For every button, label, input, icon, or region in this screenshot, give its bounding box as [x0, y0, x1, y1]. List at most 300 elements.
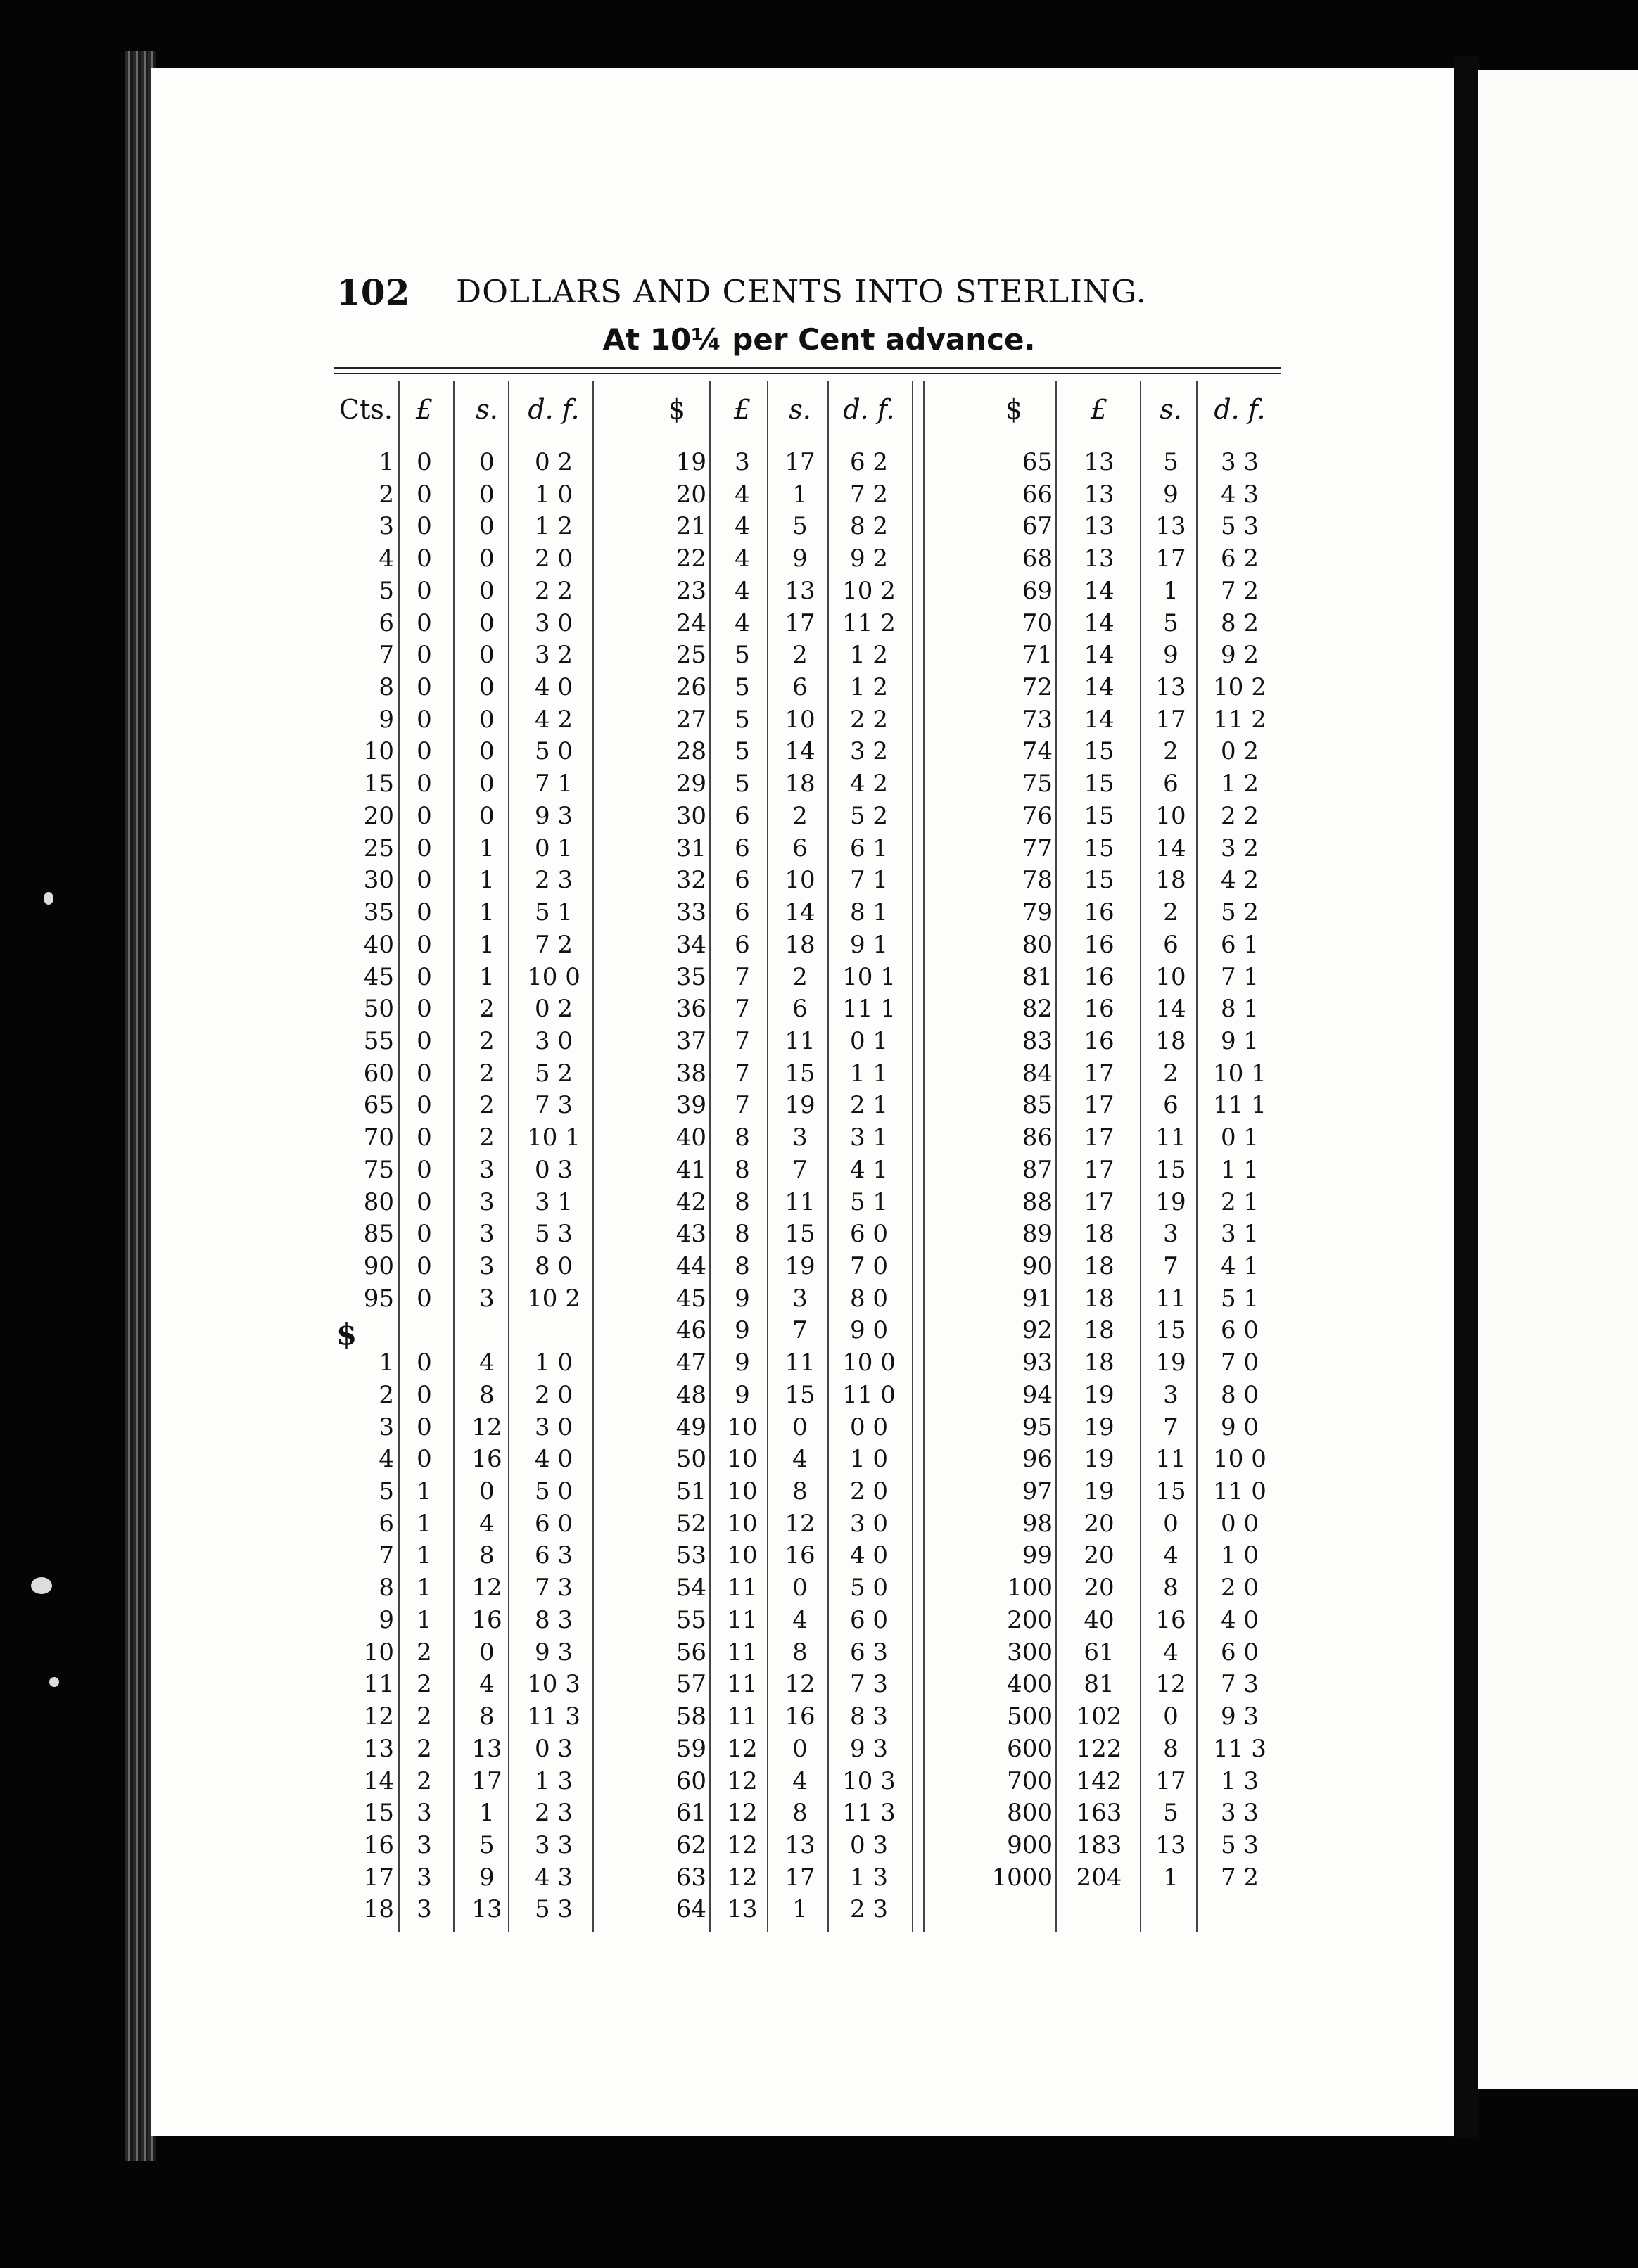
cell-amount: 73 [1022, 706, 1053, 734]
cell-amount: 50 [363, 995, 394, 1023]
cell-pounds: 5 [735, 641, 750, 669]
cell-pence-farthings: 4 2 [534, 706, 573, 734]
cell-pence-farthings: 8 0 [534, 1252, 573, 1280]
cell-pence-farthings: 1 0 [534, 480, 573, 509]
cell-amount: 38 [675, 1059, 706, 1088]
cell-pence-farthings: 9 0 [849, 1316, 889, 1344]
cell-pence-farthings: 3 0 [849, 1510, 889, 1538]
cell-amount: 1000 [991, 1864, 1053, 1892]
page-subtitle: At 10¼ per Cent advance. [602, 322, 1036, 357]
cell-amount: 79 [1022, 898, 1053, 926]
cell-pence-farthings: 2 3 [534, 1799, 573, 1827]
cell-amount: 87 [1022, 1156, 1053, 1184]
cell-shillings: 0 [792, 1413, 808, 1441]
cell-pence-farthings: 1 3 [1220, 1767, 1259, 1795]
cell-pounds: 9 [735, 1349, 750, 1377]
cell-pounds: 10 [727, 1541, 758, 1569]
cell-pounds: 0 [417, 1349, 432, 1377]
cell-pence-farthings: 2 3 [534, 866, 573, 894]
cell-pence-farthings: 6 0 [849, 1220, 889, 1248]
cell-shillings: 4 [792, 1606, 808, 1634]
cell-amount: 63 [675, 1864, 706, 1892]
column-header: $ [668, 394, 686, 425]
cell-shillings: 1 [792, 1895, 808, 1923]
cell-amount: 8 [379, 673, 394, 701]
cell-pounds: 3 [417, 1864, 432, 1892]
cell-pounds: 0 [417, 609, 432, 637]
cell-amount: 14 [363, 1767, 394, 1795]
cell-amount: 33 [675, 898, 706, 926]
cell-shillings: 4 [792, 1767, 808, 1795]
cell-shillings: 12 [1155, 1670, 1186, 1698]
cell-pounds: 19 [1084, 1445, 1115, 1473]
cell-pence-farthings: 2 0 [534, 544, 573, 573]
cell-amount: 40 [675, 1123, 706, 1152]
cell-pence-farthings: 5 2 [534, 1059, 573, 1088]
cell-pounds: 4 [735, 609, 750, 637]
cell-amount: 76 [1022, 802, 1053, 830]
cell-amount: 1 [379, 1349, 394, 1377]
cell-shillings: 2 [792, 641, 808, 669]
cell-shillings: 16 [785, 1702, 815, 1731]
cell-pence-farthings: 3 0 [534, 609, 573, 637]
cell-amount: 28 [675, 737, 706, 765]
cell-shillings: 16 [785, 1541, 815, 1569]
cell-shillings: 3 [479, 1252, 495, 1280]
cell-pounds: 18 [1084, 1220, 1115, 1248]
cell-amount: 17 [363, 1864, 394, 1892]
cell-pounds: 6 [735, 898, 750, 926]
cell-pence-farthings: 0 1 [849, 1027, 889, 1055]
cell-shillings: 17 [785, 609, 815, 637]
cell-shillings: 5 [1163, 609, 1179, 637]
cell-pence-farthings: 1 2 [534, 512, 573, 540]
cell-shillings: 17 [785, 448, 815, 476]
cell-shillings: 2 [1163, 898, 1179, 926]
cell-shillings: 17 [471, 1767, 502, 1795]
cell-pence-farthings: 5 1 [534, 898, 573, 926]
cell-pence-farthings: 9 1 [1220, 1027, 1259, 1055]
cell-pounds: 10 [727, 1445, 758, 1473]
cell-pounds: 20 [1084, 1574, 1115, 1602]
cell-pounds: 0 [417, 802, 432, 830]
cell-shillings: 6 [1163, 770, 1179, 798]
cell-pence-farthings: 11 3 [527, 1702, 580, 1731]
cell-amount: 89 [1022, 1220, 1053, 1248]
column-rule [1055, 381, 1057, 1932]
cell-amount: 54 [675, 1574, 706, 1602]
cell-pounds: 11 [727, 1606, 758, 1634]
cell-pounds: 7 [735, 1027, 750, 1055]
cell-shillings: 0 [1163, 1510, 1179, 1538]
column-rule [827, 381, 829, 1932]
cell-pence-farthings: 2 3 [849, 1895, 889, 1923]
cell-shillings: 0 [792, 1735, 808, 1763]
cell-pence-farthings: 0 1 [534, 834, 573, 862]
cell-pounds: 18 [1084, 1252, 1115, 1280]
cell-pence-farthings: 4 0 [1220, 1606, 1259, 1634]
cell-shillings: 13 [1155, 1831, 1186, 1859]
cell-amount: 59 [675, 1735, 706, 1763]
cell-shillings: 8 [479, 1541, 495, 1569]
cell-shillings: 2 [792, 802, 808, 830]
cell-shillings: 6 [1163, 1091, 1179, 1119]
cell-pence-farthings: 0 2 [1220, 737, 1259, 765]
cell-shillings: 19 [785, 1252, 815, 1280]
cell-shillings: 0 [479, 609, 495, 637]
cell-pence-farthings: 8 0 [1220, 1381, 1259, 1409]
cell-amount: 11 [363, 1670, 394, 1698]
cell-pence-farthings: 10 1 [842, 963, 896, 991]
cell-pence-farthings: 3 3 [1220, 1799, 1259, 1827]
cell-pence-farthings: 11 2 [842, 609, 896, 637]
cell-amount: 29 [675, 770, 706, 798]
cell-amount: 700 [1007, 1767, 1053, 1795]
column-header: £ [415, 394, 433, 425]
cell-shillings: 18 [785, 770, 815, 798]
cell-pence-farthings: 11 3 [1213, 1735, 1266, 1763]
ink-speck [49, 1677, 59, 1687]
cell-shillings: 15 [1155, 1477, 1186, 1505]
cell-pounds: 0 [417, 641, 432, 669]
cell-pounds: 0 [417, 673, 432, 701]
cell-pence-farthings: 5 3 [1220, 1831, 1259, 1859]
column-rule [1140, 381, 1141, 1932]
cell-shillings: 14 [785, 898, 815, 926]
cell-pounds: 15 [1084, 802, 1115, 830]
cell-pounds: 17 [1084, 1091, 1115, 1119]
cell-amount: 500 [1007, 1702, 1053, 1731]
cell-pence-farthings: 5 3 [534, 1220, 573, 1248]
cell-amount: 35 [363, 898, 394, 926]
cell-pence-farthings: 9 1 [849, 931, 889, 959]
cell-pounds: 9 [735, 1316, 750, 1344]
cell-amount: 30 [675, 802, 706, 830]
cell-shillings: 7 [1163, 1252, 1179, 1280]
cell-pence-farthings: 5 1 [1220, 1285, 1259, 1313]
cell-amount: 2 [379, 1381, 394, 1409]
cell-pounds: 0 [417, 1188, 432, 1216]
cell-pence-farthings: 7 3 [534, 1574, 573, 1602]
cell-pounds: 19 [1084, 1381, 1115, 1409]
cell-pence-farthings: 5 3 [534, 1895, 573, 1923]
cell-amount: 75 [1022, 770, 1053, 798]
cell-amount: 80 [1022, 931, 1053, 959]
cell-pounds: 1 [417, 1510, 432, 1538]
cell-shillings: 15 [785, 1059, 815, 1088]
cell-shillings: 11 [785, 1188, 815, 1216]
cell-amount: 22 [675, 544, 706, 573]
cell-amount: 6 [379, 1510, 394, 1538]
cell-amount: 6 [379, 609, 394, 637]
cell-pounds: 14 [1084, 673, 1115, 701]
cell-shillings: 0 [479, 480, 495, 509]
cell-shillings: 6 [792, 834, 808, 862]
cell-shillings: 14 [1155, 995, 1186, 1023]
cell-pounds: 0 [417, 737, 432, 765]
header-rule [334, 373, 1281, 374]
cell-amount: 85 [1022, 1091, 1053, 1119]
cell-pounds: 0 [417, 544, 432, 573]
cell-pounds: 16 [1084, 898, 1115, 926]
cell-pence-farthings: 5 2 [1220, 898, 1259, 926]
cell-pounds: 0 [417, 963, 432, 991]
cell-pounds: 2 [417, 1702, 432, 1731]
cell-shillings: 0 [479, 512, 495, 540]
book-gutter [1454, 56, 1479, 2139]
cell-shillings: 11 [785, 1349, 815, 1377]
cell-pence-farthings: 9 3 [1220, 1702, 1259, 1731]
cell-amount: 45 [675, 1285, 706, 1313]
cell-shillings: 11 [1155, 1445, 1186, 1473]
cell-amount: 100 [1007, 1574, 1053, 1602]
cell-amount: 53 [675, 1541, 706, 1569]
cell-amount: 72 [1022, 673, 1053, 701]
cell-amount: 90 [1022, 1252, 1053, 1280]
cell-pence-farthings: 3 2 [1220, 834, 1259, 862]
cell-pounds: 183 [1076, 1831, 1122, 1859]
cell-pounds: 2 [417, 1670, 432, 1698]
column-rule [453, 381, 455, 1932]
cell-pence-farthings: 7 2 [534, 931, 573, 959]
cell-pounds: 4 [735, 512, 750, 540]
cell-pence-farthings: 7 1 [534, 770, 573, 798]
cell-pence-farthings: 10 2 [1213, 673, 1266, 701]
cell-shillings: 12 [785, 1670, 815, 1698]
cell-pence-farthings: 4 3 [534, 1864, 573, 1892]
cell-pence-farthings: 1 1 [1220, 1156, 1259, 1184]
cell-pence-farthings: 10 0 [842, 1349, 896, 1377]
cell-amount: 83 [1022, 1027, 1053, 1055]
cell-shillings: 9 [792, 544, 808, 573]
cell-pounds: 3 [417, 1799, 432, 1827]
cell-amount: 44 [675, 1252, 706, 1280]
cell-shillings: 1 [1163, 1864, 1179, 1892]
cell-pence-farthings: 1 2 [849, 641, 889, 669]
cell-pounds: 8 [735, 1123, 750, 1152]
cell-pounds: 12 [727, 1864, 758, 1892]
cell-shillings: 1 [479, 898, 495, 926]
cell-pounds: 2 [417, 1735, 432, 1763]
cell-amount: 49 [675, 1413, 706, 1441]
cell-amount: 69 [1022, 577, 1053, 605]
cell-pounds: 20 [1084, 1510, 1115, 1538]
cell-amount: 31 [675, 834, 706, 862]
cell-pence-farthings: 11 1 [1213, 1091, 1266, 1119]
cell-shillings: 0 [479, 802, 495, 830]
cell-shillings: 3 [792, 1123, 808, 1152]
cell-amount: 65 [1022, 448, 1053, 476]
cell-pounds: 10 [727, 1510, 758, 1538]
cell-pence-farthings: 7 2 [849, 480, 889, 509]
cell-shillings: 3 [479, 1285, 495, 1313]
cell-pence-farthings: 2 2 [1220, 802, 1259, 830]
cell-shillings: 19 [1155, 1188, 1186, 1216]
cell-shillings: 1 [479, 834, 495, 862]
cell-amount: 8 [379, 1574, 394, 1602]
cell-amount: 19 [675, 448, 706, 476]
cell-pounds: 0 [417, 480, 432, 509]
cell-pounds: 5 [735, 706, 750, 734]
cell-shillings: 5 [1163, 448, 1179, 476]
cell-amount: 30 [363, 866, 394, 894]
cell-pounds: 6 [735, 834, 750, 862]
cell-shillings: 4 [479, 1349, 495, 1377]
cell-pounds: 0 [417, 706, 432, 734]
cell-shillings: 2 [1163, 737, 1179, 765]
cell-pounds: 15 [1084, 866, 1115, 894]
cell-pence-farthings: 6 3 [534, 1541, 573, 1569]
cell-amount: 82 [1022, 995, 1053, 1023]
cell-pence-farthings: 8 3 [534, 1606, 573, 1634]
column-header: s. [789, 394, 811, 425]
cell-pence-farthings: 6 0 [1220, 1316, 1259, 1344]
cell-pounds: 18 [1084, 1316, 1115, 1344]
cell-pounds: 0 [417, 512, 432, 540]
cell-pence-farthings: 3 0 [534, 1027, 573, 1055]
cell-amount: 45 [363, 963, 394, 991]
cell-pounds: 13 [1084, 544, 1115, 573]
cell-pence-farthings: 9 3 [534, 1638, 573, 1667]
cell-pence-farthings: 3 2 [534, 641, 573, 669]
cell-pence-farthings: 4 1 [849, 1156, 889, 1184]
cell-shillings: 8 [792, 1799, 808, 1827]
column-header: s. [476, 394, 498, 425]
cell-shillings: 4 [1163, 1541, 1179, 1569]
cell-shillings: 8 [479, 1702, 495, 1731]
cell-pounds: 6 [735, 866, 750, 894]
column-header: s. [1160, 394, 1182, 425]
cell-pence-farthings: 2 2 [534, 577, 573, 605]
cell-shillings: 1 [479, 931, 495, 959]
cell-amount: 66 [1022, 480, 1053, 509]
cell-amount: 36 [675, 995, 706, 1023]
cell-pounds: 7 [735, 1059, 750, 1088]
cell-amount: 65 [363, 1091, 394, 1119]
cell-pounds: 3 [735, 448, 750, 476]
cell-amount: 26 [675, 673, 706, 701]
cell-pounds: 81 [1084, 1670, 1115, 1698]
cell-pounds: 20 [1084, 1541, 1115, 1569]
cell-amount: 52 [675, 1510, 706, 1538]
cell-pence-farthings: 5 3 [1220, 512, 1259, 540]
cell-shillings: 4 [792, 1445, 808, 1473]
cell-pounds: 16 [1084, 1027, 1115, 1055]
ink-speck [44, 892, 53, 905]
cell-shillings: 1 [1163, 577, 1179, 605]
cell-pounds: 142 [1076, 1767, 1122, 1795]
cell-amount: 400 [1007, 1670, 1053, 1698]
cell-amount: 9 [379, 706, 394, 734]
cell-pounds: 4 [735, 544, 750, 573]
cell-pence-farthings: 10 2 [527, 1285, 580, 1313]
column-header: $ [1005, 394, 1023, 425]
cell-shillings: 19 [785, 1091, 815, 1119]
cell-amount: 48 [675, 1381, 706, 1409]
cell-amount: 80 [363, 1188, 394, 1216]
cell-shillings: 7 [1163, 1413, 1179, 1441]
column-rule [709, 381, 711, 1932]
cell-pounds: 1 [417, 1541, 432, 1569]
cell-shillings: 8 [479, 1381, 495, 1409]
cell-amount: 99 [1022, 1541, 1053, 1569]
cell-pounds: 0 [417, 1413, 432, 1441]
cell-amount: 15 [363, 1799, 394, 1827]
cell-shillings: 12 [471, 1574, 502, 1602]
cell-pounds: 0 [417, 1059, 432, 1088]
cell-pence-farthings: 3 1 [534, 1188, 573, 1216]
cell-pounds: 11 [727, 1702, 758, 1731]
cell-amount: 5 [379, 577, 394, 605]
cell-pounds: 10 [727, 1413, 758, 1441]
cell-shillings: 7 [792, 1156, 808, 1184]
cell-pence-farthings: 1 3 [849, 1864, 889, 1892]
cell-shillings: 6 [1163, 931, 1179, 959]
cell-pounds: 0 [417, 1123, 432, 1152]
cell-pence-farthings: 8 2 [849, 512, 889, 540]
cell-shillings: 16 [471, 1606, 502, 1634]
cell-shillings: 3 [1163, 1381, 1179, 1409]
cell-pence-farthings: 9 3 [534, 802, 573, 830]
cell-pounds: 16 [1084, 963, 1115, 991]
cell-pounds: 14 [1084, 577, 1115, 605]
cell-amount: 84 [1022, 1059, 1053, 1088]
cell-pence-farthings: 7 0 [1220, 1349, 1259, 1377]
page-title: DOLLARS AND CENTS INTO STERLING. [456, 273, 1147, 310]
cell-shillings: 13 [1155, 512, 1186, 540]
cell-amount: 32 [675, 866, 706, 894]
cell-pence-farthings: 4 0 [534, 673, 573, 701]
cell-amount: 25 [675, 641, 706, 669]
cell-pence-farthings: 3 1 [1220, 1220, 1259, 1248]
cell-pence-farthings: 2 1 [849, 1091, 889, 1119]
cell-amount: 15 [363, 770, 394, 798]
cell-pence-farthings: 9 2 [849, 544, 889, 573]
cell-shillings: 2 [479, 1059, 495, 1088]
cell-amount: 21 [675, 512, 706, 540]
cell-shillings: 1 [479, 1799, 495, 1827]
cell-pence-farthings: 4 2 [849, 770, 889, 798]
cell-amount: 7 [379, 641, 394, 669]
cell-amount: 20 [363, 802, 394, 830]
cell-shillings: 8 [1163, 1735, 1179, 1763]
cell-amount: 42 [675, 1188, 706, 1216]
cell-pounds: 4 [735, 577, 750, 605]
cell-pounds: 5 [735, 673, 750, 701]
cell-shillings: 18 [785, 931, 815, 959]
cell-pounds: 13 [1084, 512, 1115, 540]
cell-shillings: 13 [785, 1831, 815, 1859]
cell-amount: 1 [379, 448, 394, 476]
cell-pence-farthings: 10 1 [1213, 1059, 1266, 1088]
page-header [336, 272, 1216, 314]
cell-amount: 46 [675, 1316, 706, 1344]
cell-pounds: 2 [417, 1638, 432, 1667]
cell-pence-farthings: 8 3 [849, 1702, 889, 1731]
cell-amount: 77 [1022, 834, 1053, 862]
cell-amount: 61 [675, 1799, 706, 1827]
cell-pounds: 40 [1084, 1606, 1115, 1634]
dollars-section-marker: $ [336, 1317, 357, 1351]
cell-shillings: 15 [785, 1220, 815, 1248]
cell-amount: 25 [363, 834, 394, 862]
cell-shillings: 5 [1163, 1799, 1179, 1827]
cell-pence-farthings: 7 2 [1220, 577, 1259, 605]
cell-pounds: 0 [417, 866, 432, 894]
cell-shillings: 4 [1163, 1638, 1179, 1667]
cell-pence-farthings: 9 2 [1220, 641, 1259, 669]
cell-pence-farthings: 2 0 [1220, 1574, 1259, 1602]
